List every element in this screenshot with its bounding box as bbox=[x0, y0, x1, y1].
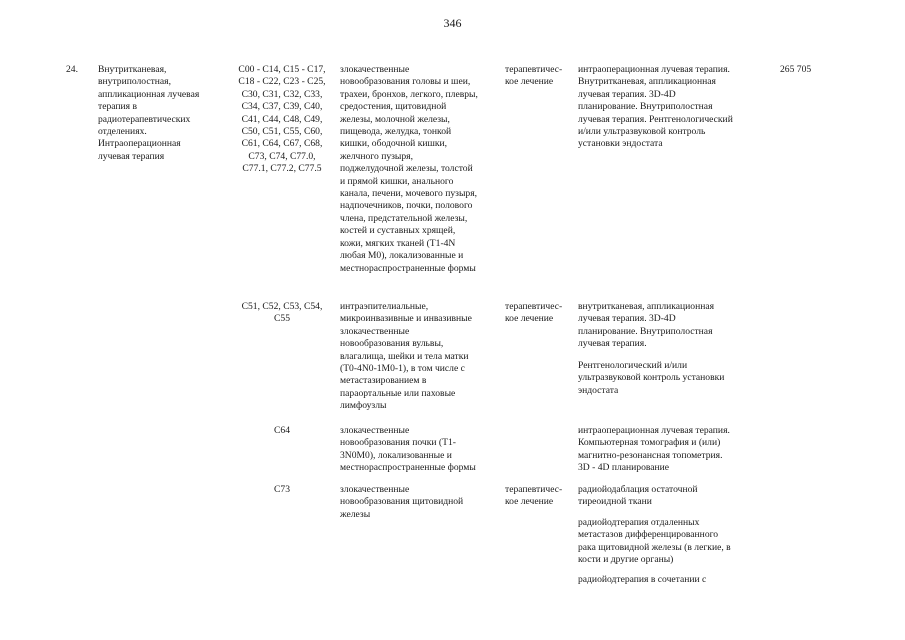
row-method: внутритканевая, аппликационная лучевая терапия. 3D-4D планирование. Внутриполостная лучевая терапия. bbox=[578, 301, 715, 350]
row-model: интраэпителиальные, микроинвазивные и инвазивные злокачественные новообразования вульвы, влагалища, шейки и тела матки (T0-4N0-1M0-1), в том числе с метастазированием в параортальные или паховые лимфоузлы bbox=[340, 301, 472, 412]
row-method-continued: радиойодтерапия в сочетании с bbox=[578, 574, 707, 585]
row-codes: C64 bbox=[274, 425, 290, 436]
row-type: терапевтичес- кое лечение bbox=[505, 484, 563, 508]
row-method-continued: Рентгенологический и/или ультразвуковой контроль установки эндостата bbox=[578, 360, 725, 396]
row-type: терапевтичес- кое лечение bbox=[505, 301, 563, 325]
entry-number: 24. bbox=[66, 64, 78, 75]
page-number: 346 bbox=[443, 16, 462, 30]
row-model: злокачественные новообразования почки (T1- 3N0M0), локализованные и местнораспространенные формы bbox=[340, 425, 476, 474]
row-method: радиойодаблация остаточной тиреоидной ткани bbox=[578, 484, 698, 508]
row-type: терапевтичес- кое лечение bbox=[505, 64, 563, 88]
row-codes: C00 - C14, C15 - C17, C18 - C22, C23 - C25, C30, C31, C32, C33, C34, C37, C39, C40, C41, C44, C48, C49, C50, C51, C55, C60, C61, C64, C67, C68, C73, C74, C77.0, C77.1, C77.2, C77.5 bbox=[238, 64, 326, 175]
entry-norm: 265 705 bbox=[780, 64, 812, 75]
row-codes: C73 bbox=[274, 484, 290, 495]
row-method: интраоперационная лучевая терапия. Компьютерная томография и (или) магнитно-резонансная топометрия. 3D - 4D планирование bbox=[578, 425, 730, 474]
row-codes: C51, C52, C53, C54, C55 bbox=[241, 301, 323, 325]
row-method-continued: радиойодтерапия отдаленных метастазов дифференцированного рака щитовидной железы (в легкие, в кости и другие органы) bbox=[578, 517, 731, 566]
row-model: злокачественные новообразования щитовидной железы bbox=[340, 484, 464, 520]
row-method: интраоперационная лучевая терапия. Внутритканевая, аппликационная лучевая терапия. 3D-4D планирование. Внутриполостная лучевая терапия. Рентгенологический и/или ультразвуковой контроль установки эндостата bbox=[578, 64, 733, 150]
row-model: злокачественные новообразования головы и шеи, трахеи, бронхов, легкого, плевры, средостения, щитовидной железы, молочной железы, пищевода, желудка, тонкой кишки, ободочной кишки, желчного пузыря, поджелудочной железы, толстой и прямой кишки, анального канала, печени, мочевого пузыря, надпочечников, почки, полового члена, предстательной железы, костей и суставных хрящей, кожи, мягких тканей (T1-4N любая M0), локализованные и местнораспространенные формы bbox=[340, 64, 478, 274]
entry-name: Внутритканевая, внутриполостная, аппликационная лучевая терапия в радиотерапевтических отделениях. Интраоперационная лучевая терапия bbox=[98, 64, 200, 162]
